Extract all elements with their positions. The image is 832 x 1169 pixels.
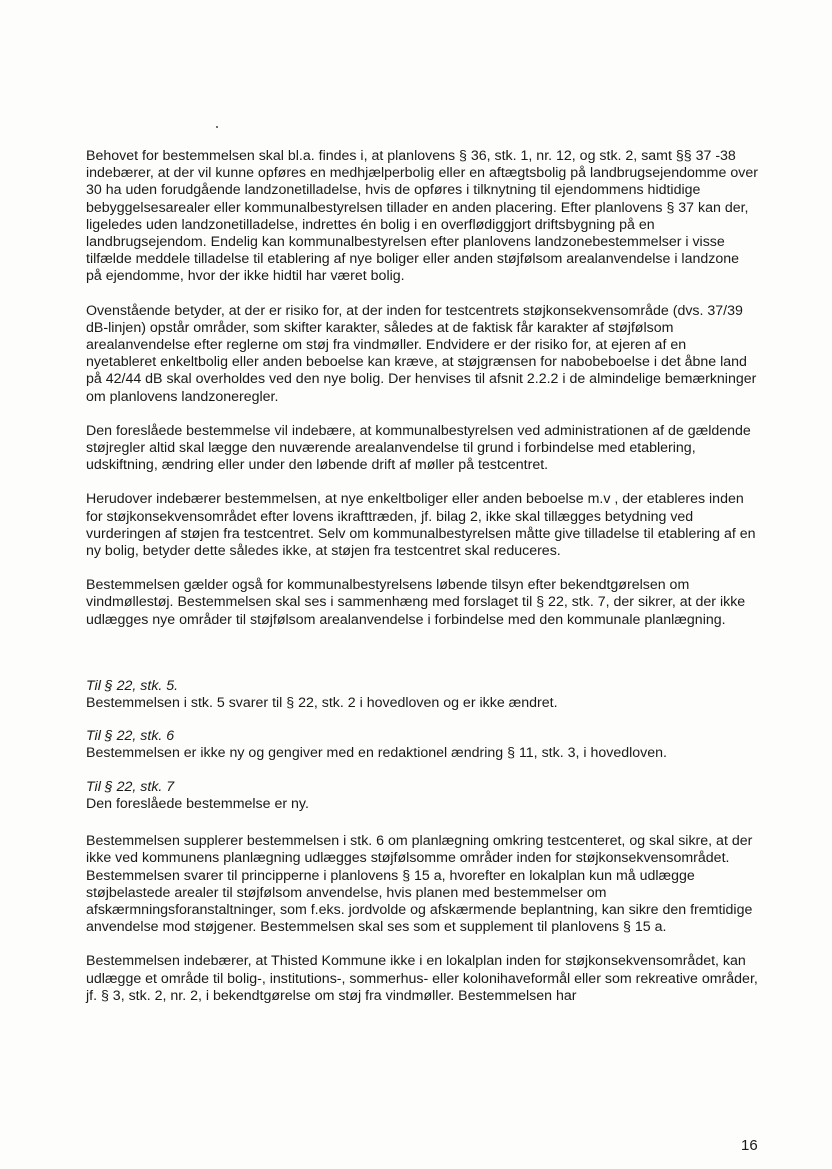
paragraph: Behovet for bestemmelsen skal bl.a. findes i, at planlovens § 36, stk. 1, nr. 12, og stk. 2, samt §§ 37 -38 indebærer, at der vil kunne opføres en medhjælperbolig eller en aftægtsbolig på landbrugsejendomme over 30 ha uden forudgående landzonetilladelse, hvis de opføres i tilknytning til ejendommens hidtidige bebyggelsesarealer eller kommunalbestyrelsen tillader en anden placering. Efter planlovens § 37 kan der, ligeledes uden landzonetilladelse, indrettes én bolig i en overflødiggjort driftsbygning på en landbrugsejendom. Endelig kan kommunalbestyrelsen efter planlovens landzonebestemmelser i visse tilfælde meddele tilladelse til etablering af nye boliger eller anden støjfølsom arealanvendelse i landzone på ejendomme, hvor der ikke hidtil har været bolig.	[86, 148, 758, 285]
paragraph: Herudover indebærer bestemmelsen, at nye enkeltboliger eller anden beboelse m.v , der etableres inden for støjkonsekvensområdet efter lovens ikrafttræden, jf. bilag 2, ikke skal tillægges betydning ved vurderingen af støjen fra testcentret. Selv om kommunalbestyrelsen måtte give tilladelse til etablering af en ny bolig, betyder dette således ikke, at støjen fra testcentret skal reduceres.	[86, 491, 756, 560]
section-stk-6	[86, 728, 758, 762]
paragraph: Ovenstående betyder, at der er risiko for, at der inden for testcentrets støjkonsekvensområde (dvs. 37/39 dB-linjen) opstår områder, som skifter karakter, således at de faktisk får karakter af støjfølsom arealanvendelse efter reglerne om støj fra vindmøller. Endvidere er der risiko for, at ejeren af en nyetableret enkeltbolig eller anden beboelse kan kræve, at støjgrænsen for nabobeboelse i det åbne land på 42/44 dB skal overholdes ved den nye bolig. Der henvises til afsnit 2.2.2 i de almindelige bemærkninger om planlovens landzoneregler.	[86, 302, 757, 405]
page-body	[86, 148, 758, 1022]
section-stk-5	[86, 678, 758, 712]
paragraph: Bestemmelsen gælder også for kommunalbestyrelsens løbende tilsyn efter bekendtgørelsen om vindmøllestøj. Bestemmelsen skal ses i sammenhæng med forslaget til § 22, stk. 7, der sikrer, at der ikke udlægges nye områder til støjfølsom arealanvendelse i forbindelse med den kommunale planlægning.	[86, 577, 746, 628]
section-text: Den foreslåede bestemmelse er ny.	[86, 795, 309, 812]
section-text: Bestemmelsen i stk. 5 svarer til § 22, stk. 2 i hovedloven og er ikke ændret.	[86, 695, 558, 712]
section-spacer	[86, 646, 758, 678]
scan-speck	[216, 126, 218, 128]
paragraph: Bestemmelsen supplerer bestemmelsen i stk. 6 om planlægning omkring testcenteret, og skal sikre, at der ikke ved kommunens planlægning udlægges støjfølsomme områder inden for støjkonsekvensområdet. Bestemmelsen svarer til principperne i planlovens § 15 a, hvorefter en lokalplan kun må udlægge støjbelastede arealer til støjfølsom anvendelse, hvis planen med bestemmelser om afskærmningsforanstaltninger, som f.eks. jordvolde og afskærmende beplantning, kan sikre den fremtidige anvendelse mod støjgener. Bestemmelsen skal ses som et supplement til planlovens § 15 a.	[86, 833, 753, 936]
paragraph: Bestemmelsen indebærer, at Thisted Kommune ikke i en lokalplan inden for støjkonsekvensområdet, kan udlægge et område til bolig-, institutions-, sommerhus- eller kolonihaveformål eller som rekreative områder, jf. § 3, stk. 2, nr. 2, i bekendtgørelse om støj fra vindmøller. Bestemmelsen har	[86, 953, 758, 1004]
section-text: Bestemmelsen er ikke ny og gengiver med en redaktionel ændring § 11, stk. 3, i hovedloven.	[86, 745, 667, 762]
section-heading: Til § 22, stk. 5.	[86, 677, 179, 694]
section-stk-7	[86, 779, 758, 813]
section-heading: Til § 22, stk. 7	[86, 778, 175, 795]
paragraph: Den foreslåede bestemmelse vil indebære, at kommunalbestyrelsen ved administrationen af de gældende støjregler altid skal lægge den nuværende arealanvendelse til grund i forbindelse med etablering, udskiftning, ændring eller under den løbende drift af møller på testcentret.	[86, 422, 751, 474]
section-heading: Til § 22, stk. 6	[86, 728, 175, 745]
page-number: 16	[741, 1137, 758, 1154]
